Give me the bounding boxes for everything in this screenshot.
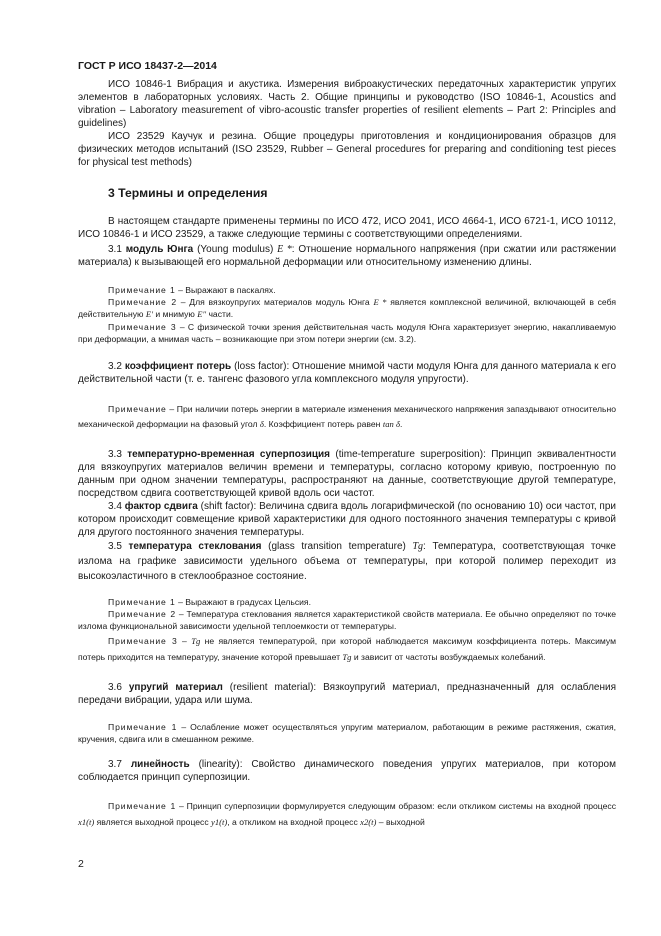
document-header: ГОСТ Р ИСО 18437-2—2014 <box>78 60 217 72</box>
note-label: Примечание 2 <box>108 297 178 308</box>
term-3-2 <box>78 360 616 386</box>
term-english: (glass transition temperature) <box>268 541 406 553</box>
note-text: – выходной <box>376 817 425 828</box>
term-name: коэффициент потерь <box>124 361 232 373</box>
math-symbol: E * <box>373 297 387 308</box>
note-label: Примечание 1 <box>108 721 178 732</box>
term-name: температурно-временная суперпозиция <box>127 449 331 461</box>
term-name: упругий материал <box>128 681 223 693</box>
reference-iso-23529: ИСО 23529 Каучук и резина. Общие процедуры приготовления и кондиционирования образцов для физических методов испытаний (ISO 23529, Rubber – General procedures for preparing and conditioning test pieces for physical test methods) <box>78 131 616 168</box>
note-text: – При наличии потерь энергии в материале изменения механического напряжения запаздывают относительно механической деформации на фазовый угол <box>78 404 616 430</box>
note-label: Примечание 1 <box>108 285 176 295</box>
note-text: , а откликом на входной процесс <box>227 817 361 828</box>
term-english: (resilient material) <box>229 681 314 693</box>
term-english: (time-temperature superposition) <box>335 449 484 461</box>
note-3-1-1 <box>78 284 616 296</box>
notes-3-1 <box>78 284 616 345</box>
note-3-5-3 <box>78 633 616 665</box>
term-number: 3.5 <box>108 541 122 553</box>
note-text: – <box>177 635 192 646</box>
notes-3-5 <box>78 596 616 665</box>
note-text: является комплексной величиной, включающей в себя действительную <box>78 297 616 320</box>
note-text: – Выражают в градусах Цельсия. <box>175 597 311 608</box>
term-definition: : Температура, соответствующая точке излома на графике зависимости удельного объема от температуры, при которой полимер переходит из высокоэластичного в стеклообразное состояние. <box>78 541 616 583</box>
note-text: является выходной процесс <box>94 817 212 828</box>
math-symbol: y1(t) <box>211 817 228 828</box>
note-3-6 <box>78 721 616 745</box>
note-text: – Принцип суперпозиции формулируется следующим образом: если откликом системы на входной процесс <box>176 801 616 812</box>
note-text: и мнимую <box>153 309 198 320</box>
term-name: линейность <box>130 759 190 771</box>
note-3-1-3 <box>78 321 616 345</box>
term-symbol: E * <box>277 244 292 255</box>
term-3-4 <box>78 500 616 539</box>
note-text: и зависит от частоты возбуждаемых колебаний. <box>351 651 546 662</box>
term-3-5 <box>78 539 616 584</box>
term-number: 3.6 <box>108 681 122 693</box>
section-heading: 3 Термины и определения <box>108 186 268 200</box>
note-3-5-1 <box>78 596 616 608</box>
term-definition: : Отношение нормального напряжения (при сжатии или растяжении материала) к вызывающей его нормальной деформации или относительному изменению длины. <box>78 244 617 268</box>
term-number: 3.1 <box>108 244 122 255</box>
math-symbol: x2(t) <box>360 817 377 828</box>
term-definition: : Отношение мнимой части модуля Юнга для данного материала к его действительной части (т. е. тангенс фазового угла комплексного модуля упругости). <box>78 361 617 386</box>
term-number: 3.4 <box>108 501 122 513</box>
term-english: (loss factor) <box>234 361 287 373</box>
note-text: части. <box>206 309 234 320</box>
note-label: Примечание <box>108 404 167 415</box>
note-3-7 <box>78 798 616 830</box>
note-text: не является температурой, при которой наблюдается максимум коэффициента потерь. Максимум потерь приходится на температуру, значение которой превышает <box>78 635 616 662</box>
note-text: – Для вязкоупругих материалов модуль Юнга <box>177 297 374 308</box>
term-english: (shift factor) <box>200 501 254 513</box>
term-name: температура стеклования <box>128 541 262 553</box>
note-label: Примечание 3 <box>108 635 178 646</box>
note-text: . Коэффициент потерь равен <box>263 419 383 430</box>
note-text: – Выражают в паскалях. <box>175 285 276 295</box>
note-text: . <box>399 419 403 430</box>
math-symbol: δ <box>259 419 264 430</box>
note-text: – С физической точки зрения действительная часть модуля Юнга характеризует энергию, накапливаемую при деформации, а мнимая часть – возникающие при этом потери энергии (см. 3.2). <box>78 321 616 344</box>
math-symbol: tan δ <box>382 419 400 430</box>
math-symbol: E″ <box>197 309 207 320</box>
term-name: модуль Юнга <box>125 244 194 255</box>
term-3-3 <box>78 448 616 500</box>
term-number: 3.7 <box>108 759 122 771</box>
term-3-6 <box>78 681 616 707</box>
page-content <box>78 78 616 830</box>
term-number: 3.3 <box>108 449 122 461</box>
math-symbol: x1(t) <box>78 817 95 828</box>
section-intro: В настоящем стандарте применены термины по ИСО 472, ИСО 2041, ИСО 4664-1, ИСО 6721-1, ИСО 10112, ИСО 10846-1 и ИСО 23529, а также следующие термины с соответствующими определениями. <box>78 216 616 240</box>
reference-iso-10846-1: ИСО 10846-1 Вибрация и акустика. Измерения виброакустических передаточных характеристик упругих элементов в лабораторных условиях. Часть 2. Общие принципы и руководство (ISO 10846-1, Acoustics and vibration – Laboratory measurement of vibro-acoustic transfer properties of resilient elements – Part 2: Principles and guidelines) <box>78 79 616 129</box>
note-3-1-2 <box>78 296 616 320</box>
term-definition: : Величина сдвига вдоль логарифмической (по основанию 10) оси частот, при котором происходит совмещение кривой характеристики для одного постоянного значения температуры с кривой для другого постоянного значения температуры. <box>78 501 616 539</box>
math-symbol: Tg <box>191 635 201 646</box>
term-definition: : Принцип эквивалентности для вязкоупругих материалов величин времени и температуры, согласно которому кривую, построенную по данным при одном значении температуры, распространяют на данные, соответствующие другой температуре, посредством сдвига соответствующей кривой вдоль оси частот. <box>78 449 617 500</box>
term-definition: : Свойство динамического поведения упругих материалов, при котором соблюдается принцип суперпозиции. <box>78 759 616 784</box>
note-label: Примечание 3 <box>108 321 177 332</box>
term-name: фактор сдвига <box>124 501 198 513</box>
note-3-5-2 <box>78 608 616 632</box>
term-symbol: Tg <box>412 541 424 553</box>
term-3-7 <box>78 758 616 784</box>
note-3-2 <box>78 402 616 432</box>
term-english: (Young modulus) <box>197 244 274 255</box>
note-label: Примечание 1 <box>108 597 176 608</box>
term-3-1 <box>78 243 616 269</box>
term-number: 3.2 <box>108 361 122 373</box>
term-english: (linearity) <box>198 759 240 771</box>
math-symbol: Tg <box>342 651 352 662</box>
term-definition: : Вязкоупругий материал, предназначенный для ослабления передачи вибрации, удара или шума. <box>78 681 617 706</box>
page-number: 2 <box>78 858 84 870</box>
note-label: Примечание 1 <box>108 801 177 812</box>
note-label: Примечание 2 <box>108 609 177 620</box>
note-text: – Температура стеклования является характеристикой свойств материала. Ее обычно определяют по точке излома функциональной зависимости удельной теплоемкости от температуры. <box>78 609 616 632</box>
math-symbol: E′ <box>145 309 154 320</box>
note-text: – Ослабление может осуществляться упругим материалом, работающим в режиме растяжения, сжатия, кручения, сдвига или в смешанном режиме. <box>78 721 616 744</box>
